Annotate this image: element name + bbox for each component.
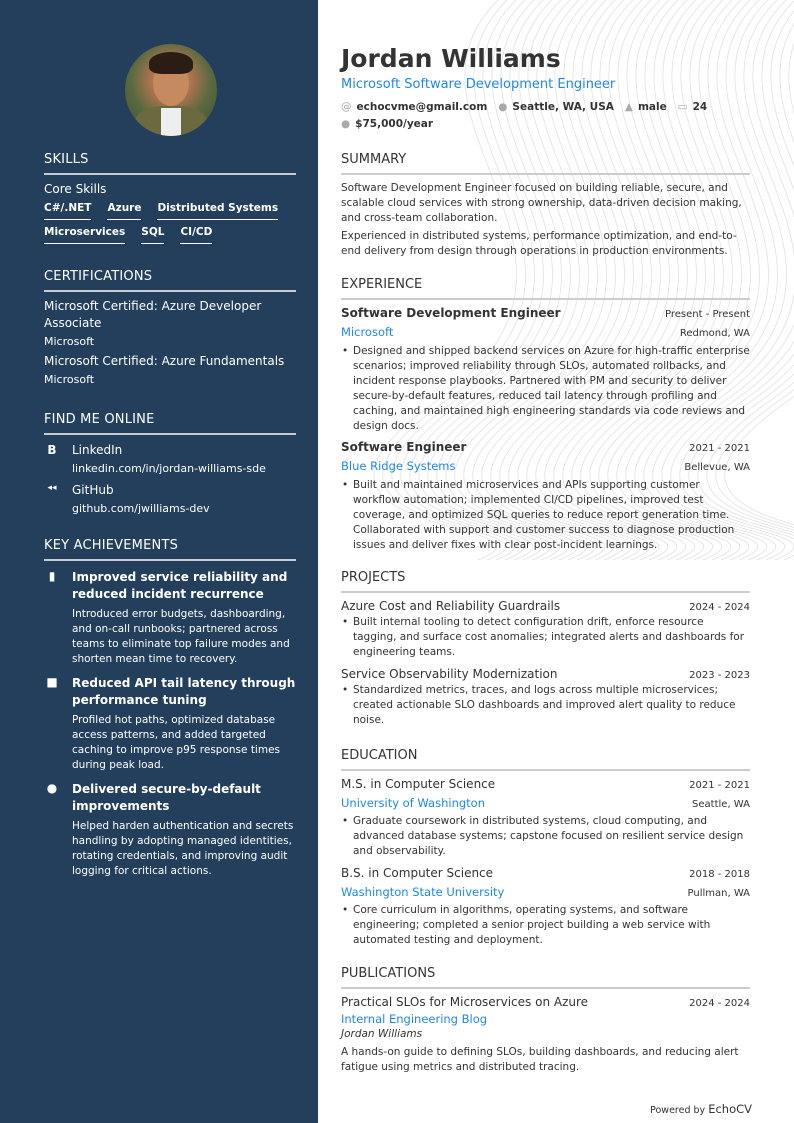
role: Software Engineer bbox=[341, 440, 467, 454]
linkedin-link[interactable] bbox=[44, 443, 296, 475]
certifications-section bbox=[44, 269, 296, 386]
cert-issuer: Microsoft bbox=[44, 373, 95, 386]
bullet: • Standardized metrics, traces, and logs across multiple microservices; created actionable SLO dashboards and improved alert quality to reduce noise. bbox=[353, 683, 750, 728]
section-heading: SUMMARY bbox=[341, 152, 750, 175]
github-link[interactable] bbox=[44, 483, 296, 515]
document-icon: ▮ bbox=[48, 569, 56, 583]
email[interactable]: echocvme@gmail.com bbox=[356, 101, 488, 113]
summary-paragraph: Experienced in distributed systems, performance optimization, and end-to-end delivery from design through operations in production environments. bbox=[341, 230, 737, 257]
section-heading: CERTIFICATIONS bbox=[44, 269, 296, 292]
github-icon: ◂◂ bbox=[47, 483, 57, 493]
skill-tag: SQL bbox=[141, 226, 164, 244]
section-heading: EDUCATION bbox=[341, 748, 750, 771]
publication-venue: Internal Engineering Blog bbox=[341, 1012, 488, 1026]
school: Washington State University bbox=[341, 885, 505, 899]
summary-text bbox=[341, 181, 750, 259]
skill-tag: Azure bbox=[107, 202, 141, 220]
chat-icon: ■ bbox=[46, 675, 58, 689]
achievement-desc: Helped harden authentication and secrets handling by adopting managed identities, rotating credentials, and improving audit logging for critical actions. bbox=[72, 820, 294, 877]
company: Blue Ridge Systems bbox=[341, 459, 456, 473]
section-heading: PUBLICATIONS bbox=[341, 966, 750, 989]
link-url[interactable]: linkedin.com/in/jordan-williams-sde bbox=[72, 462, 266, 475]
achievement-item bbox=[44, 781, 296, 879]
publication-title: Practical SLOs for Microservices on Azure bbox=[341, 995, 589, 1009]
location: Seattle, WA bbox=[692, 799, 750, 810]
location: Seattle, WA, USA bbox=[512, 101, 614, 113]
linkedin-icon: B bbox=[47, 443, 57, 457]
achievement-item bbox=[44, 569, 296, 667]
project-name: Service Observability Modernization bbox=[341, 667, 558, 681]
section-heading: FIND ME ONLINE bbox=[44, 412, 296, 435]
company: Microsoft bbox=[341, 325, 394, 339]
section-heading: EXPERIENCE bbox=[341, 277, 750, 300]
link-label: GitHub bbox=[72, 483, 114, 497]
skill-tag: CI/CD bbox=[180, 226, 212, 244]
degree: M.S. in Computer Science bbox=[341, 777, 496, 791]
bullet: • Built internal tooling to detect configuration drift, enforce resource tagging, and surface cost anomalies; integrated alerts and dashboards for engineering teams. bbox=[353, 615, 750, 660]
location: Bellevue, WA bbox=[684, 462, 750, 473]
bullet: • Core curriculum in algorithms, operating systems, and software engineering; completed a senior project building a web service with automated testing and deployment. bbox=[353, 903, 750, 948]
gender: male bbox=[637, 101, 667, 113]
bullet: • Graduate coursework in distributed systems, cloud computing, and advanced database systems; capstone focused on resilient service design and observability. bbox=[353, 814, 750, 859]
dates: 2018 - 2018 bbox=[689, 869, 750, 880]
summary-paragraph: Software Development Engineer focused on building reliable, secure, and scalable cloud services with strong ownership, data-driven decision making, and cross-team collaboration. bbox=[341, 182, 742, 224]
role: Software Development Engineer bbox=[341, 306, 561, 320]
school: University of Washington bbox=[341, 796, 485, 810]
education-list bbox=[341, 777, 750, 948]
section-heading: PROJECTS bbox=[341, 570, 750, 593]
bullet: • Designed and shipped backend services on Azure for high-traffic enterprise scenarios; improved reliability through SLOs, automated rollbacks, and incident response playbooks. Partnered with PM and security to deliver secure-by-default features, reduced tail latency through profiling and caching, and maintained high engineering standards via code reviews and design docs. bbox=[353, 344, 750, 434]
email-icon: @ bbox=[341, 101, 352, 113]
publications-list bbox=[341, 995, 750, 1075]
cert-name: Microsoft Certified: Azure Fundamentals bbox=[44, 354, 285, 368]
link-label: LinkedIn bbox=[72, 443, 123, 457]
bullet: • Built and maintained microservices and APIs supporting customer workflow automation; implemented CI/CD pipelines, improved test coverage, and optimized SQL queries to reduce report generation time. Collaborated with support and customer success to diagnose production issues and deliver fixes with clear post-incident learnings. bbox=[353, 478, 750, 553]
publication-desc: A hands-on guide to defining SLOs, building dashboards, and reducing alert fatigue using metrics and distributed tracing. bbox=[341, 1046, 739, 1073]
powered-by: Powered by bbox=[650, 1105, 706, 1116]
calendar-icon: ▭ bbox=[677, 101, 688, 113]
age: 24 bbox=[692, 101, 708, 113]
section-heading: KEY ACHIEVEMENTS bbox=[44, 538, 296, 561]
projects-list bbox=[341, 599, 750, 728]
section-heading: SKILLS bbox=[44, 152, 296, 175]
salary-icon: ● bbox=[341, 118, 351, 130]
skill-tag: Microservices bbox=[44, 226, 125, 244]
avatar bbox=[125, 44, 217, 136]
sidebar bbox=[0, 0, 318, 1123]
cert-name: Microsoft Certified: Azure Developer Associate bbox=[44, 299, 262, 330]
achievement-title: Delivered secure-by-default improvements bbox=[72, 782, 261, 813]
skills-section bbox=[44, 152, 296, 244]
achievement-desc: Profiled hot paths, optimized database access patterns, and added targeted caching to improve p95 response times during peak load. bbox=[72, 714, 281, 771]
project-name: Azure Cost and Reliability Guardrails bbox=[341, 599, 561, 613]
skill-tag: C#/.NET bbox=[44, 202, 91, 220]
degree: B.S. in Computer Science bbox=[341, 866, 494, 880]
achievement-title: Improved service reliability and reduced incident recurrence bbox=[72, 570, 288, 601]
achievements-section bbox=[44, 538, 296, 879]
location: Pullman, WA bbox=[687, 888, 750, 899]
candidate-name: Jordan Williams bbox=[341, 44, 561, 73]
person-icon: ▲ bbox=[624, 101, 633, 113]
link-url[interactable]: github.com/jwilliams-dev bbox=[72, 502, 210, 515]
salary: $75,000/year bbox=[355, 118, 434, 130]
online-section bbox=[44, 412, 296, 515]
dates: 2023 - 2023 bbox=[689, 670, 750, 681]
contact-info bbox=[341, 99, 761, 133]
more-icon: ● bbox=[46, 781, 58, 795]
achievement-title: Reduced API tail latency through performance tuning bbox=[72, 676, 296, 707]
dates: 2024 - 2024 bbox=[689, 602, 750, 613]
job-title: Microsoft Software Development Engineer bbox=[341, 77, 616, 92]
achievement-desc: Introduced error budgets, dashboarding, and on-call runbooks; partnered across teams to eliminate top failure modes and shorten mean time to recovery. bbox=[72, 608, 290, 665]
cert-issuer: Microsoft bbox=[44, 335, 95, 348]
experience-list bbox=[341, 306, 750, 553]
skill-tag: Distributed Systems bbox=[157, 202, 278, 220]
dates: 2021 - 2021 bbox=[689, 443, 750, 454]
achievement-item bbox=[44, 675, 296, 773]
location: Redmond, WA bbox=[679, 328, 750, 339]
publication-author: Jordan Williams bbox=[341, 1028, 423, 1040]
skill-group: Core Skills bbox=[44, 182, 107, 196]
dates: 2021 - 2021 bbox=[689, 780, 750, 791]
dates: 2024 - 2024 bbox=[689, 998, 750, 1009]
location-icon: ● bbox=[498, 101, 508, 113]
dates: Present - Present bbox=[664, 309, 750, 320]
brand-logo: EchoCV bbox=[708, 1102, 752, 1116]
footer bbox=[650, 1102, 752, 1116]
